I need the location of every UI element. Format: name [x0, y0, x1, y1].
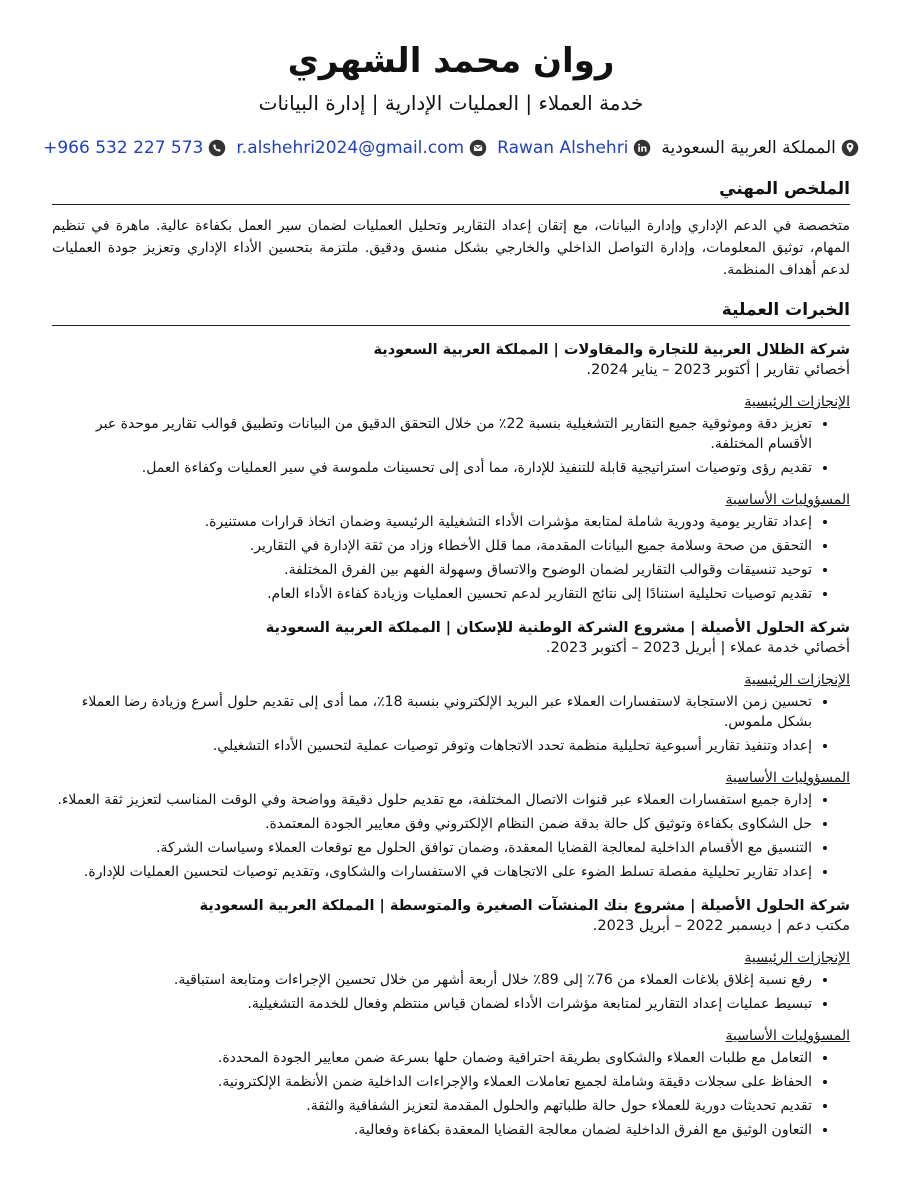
job-company: شركة الحلول الأصيلة | مشروع الشركة الوطنية للإسكان | المملكة العربية السعودية	[265, 620, 850, 636]
achievements-list	[52, 692, 850, 756]
list-item: • التنسيق مع الأقسام الداخلية لمعالجة القضايا المعقدة، وضمان توافق الحلول مع توقعات العملاء وسياسات الشركة.	[52, 838, 812, 858]
list-item: • التعامل مع طلبات العملاء والشكاوى بطريقة احترافية وضمان حلها بسرعة ضمن معايير الجودة المحددة.	[52, 1048, 812, 1068]
achievements-heading: الإنجازات الرئيسية	[744, 394, 850, 410]
linkedin-icon	[633, 139, 651, 157]
job-role-dates: أخصائي خدمة عملاء | أبريل 2023 – أكتوبر 2023.	[545, 640, 850, 656]
achievements-heading: الإنجازات الرئيسية	[744, 672, 850, 688]
job-entry	[52, 340, 850, 604]
achievements-heading: الإنجازات الرئيسية	[744, 950, 850, 966]
list-item: • تحسين زمن الاستجابة لاستفسارات العملاء عبر البريد الإلكتروني بنسبة 18٪، مما أدى إلى تقديم حلول أسرع وزيادة رضا العملاء بشكل ملموس.	[52, 692, 812, 732]
list-item: • تبسيط عمليات إعداد التقارير لمتابعة مؤشرات الأداء لضمان قياس منتظم وفعال للخدمة التشغيلية.	[52, 994, 812, 1014]
summary-text: متخصصة في الدعم الإداري وإدارة البيانات، مع إتقان إعداد التقارير وتحليل العمليات لضمان سير العمل بكفاءة عالية. ماهرة في تنظيم المهام، توثيق المعلومات، وإدارة التواصل الداخلي والخارجي بشكل منسق ودقيق. ملتزمة بتحسين الأداء الإداري وتعزيز جودة العمليات لدعم أهداف المنظمة.	[52, 218, 850, 278]
responsibilities-heading: المسؤوليات الأساسية	[725, 1028, 850, 1044]
phone-icon	[208, 139, 226, 157]
responsibilities-heading: المسؤوليات الأساسية	[725, 492, 850, 508]
candidate-headline: خدمة العملاء | العمليات الإدارية | إدارة البيانات	[258, 91, 644, 115]
linkedin-link[interactable]: Rawan Alshehri	[497, 138, 629, 158]
email-icon	[469, 139, 487, 157]
email-item[interactable]	[236, 136, 487, 160]
responsibilities-list	[52, 790, 850, 882]
location-pin-icon	[841, 139, 859, 157]
phone-link[interactable]: +966 532 227 573	[43, 138, 204, 158]
responsibilities-list	[52, 512, 850, 604]
list-item: • إعداد وتنفيذ تقارير أسبوعية تحليلية منظمة تحدد الاتجاهات وتوفر توصيات عملية لتحسين الأداء التشغيلي.	[52, 736, 812, 756]
candidate-name: روان محمد الشهري	[287, 41, 615, 81]
phone-item[interactable]	[43, 136, 226, 160]
list-item: • تعزيز دقة وموثوقية جميع التقارير التشغيلية بنسبة 22٪ من خلال التحقق الدقيق من البيانات وتطبيق قوالب تقارير موحدة عبر الأقسام المختلفة.	[52, 414, 812, 454]
list-item: • حل الشكاوى بكفاءة وتوثيق كل حالة بدقة ضمن النظام الإلكتروني وفق معايير الجودة المعتمدة.	[52, 814, 812, 834]
responsibilities-heading: المسؤوليات الأساسية	[725, 770, 850, 786]
location-text: المملكة العربية السعودية	[661, 138, 836, 158]
achievements-list	[52, 414, 850, 478]
list-item: • إدارة جميع استفسارات العملاء عبر قنوات الاتصال المختلفة، مع تقديم حلول دقيقة وواضحة وفي الوقت المناسب لتعزيز ثقة العملاء.	[52, 790, 812, 810]
job-entry	[52, 618, 850, 882]
experience-heading: الخبرات العملية	[52, 299, 850, 326]
job-role-dates: أخصائي تقارير | أكتوبر 2023 – يناير 2024.	[586, 362, 850, 378]
list-item: • تقديم توصيات تحليلية استنادًا إلى نتائج التقارير لدعم تحسين العمليات وزيادة كفاءة الأداء العام.	[52, 584, 812, 604]
email-link[interactable]: r.alshehri2024@gmail.com	[236, 138, 465, 158]
list-item: • الحفاظ على سجلات دقيقة وشاملة لجميع تعاملات العملاء والإجراءات الداخلية ضمن الأنظمة الإلكترونية.	[52, 1072, 812, 1092]
responsibilities-list	[52, 1048, 850, 1140]
job-company: شركة الظلال العربية للتجارة والمقاولات | المملكة العربية السعودية	[373, 342, 850, 358]
job-role-dates: مكتب دعم | ديسمبر 2022 – أبريل 2023.	[592, 918, 850, 934]
list-item: • رفع نسبة إغلاق بلاغات العملاء من 76٪ إلى 89٪ خلال أربعة أشهر من خلال تحسين الإجراءات ومتابعة استباقية.	[52, 970, 812, 990]
job-company: شركة الحلول الأصيلة | مشروع بنك المنشآت الصغيرة والمتوسطة | المملكة العربية السعودية	[199, 898, 850, 914]
contact-bar	[43, 136, 850, 160]
job-entry	[52, 896, 850, 1140]
summary-heading: الملخص المهني	[52, 178, 850, 205]
list-item: • تقديم رؤى وتوصيات استراتيجية قابلة للتنفيذ للإدارة، مما أدى إلى تحسينات ملموسة في سير العمليات وكفاءة العمل.	[52, 458, 812, 478]
list-item: • التحقق من صحة وسلامة جميع البيانات المقدمة، مما قلل الأخطاء وزاد من ثقة الإدارة في التقارير.	[52, 536, 812, 556]
achievements-list	[52, 970, 850, 1014]
list-item: • إعداد تقارير يومية ودورية شاملة لمتابعة مؤشرات الأداء التشغيلية الرئيسية وضمان اتخاذ قرارات مستنيرة.	[52, 512, 812, 532]
linkedin-item[interactable]	[497, 136, 651, 160]
list-item: • التعاون الوثيق مع الفرق الداخلية لضمان معالجة القضايا المعقدة بكفاءة وفعالية.	[52, 1120, 812, 1140]
list-item: • إعداد تقارير تحليلية مفصلة تسلط الضوء على الاتجاهات في الاستفسارات والشكاوى، وتقديم توصيات لتحسين العمليات للإدارة.	[52, 862, 812, 882]
list-item: • تقديم تحديثات دورية للعملاء حول حالة طلباتهم والحلول المقدمة لتعزيز الشفافية والثقة.	[52, 1096, 812, 1116]
location-item	[661, 136, 858, 160]
list-item: • توحيد تنسيقات وقوالب التقارير لضمان الوضوح والاتساق وسهولة الفهم بين الفرق المختلفة.	[52, 560, 812, 580]
